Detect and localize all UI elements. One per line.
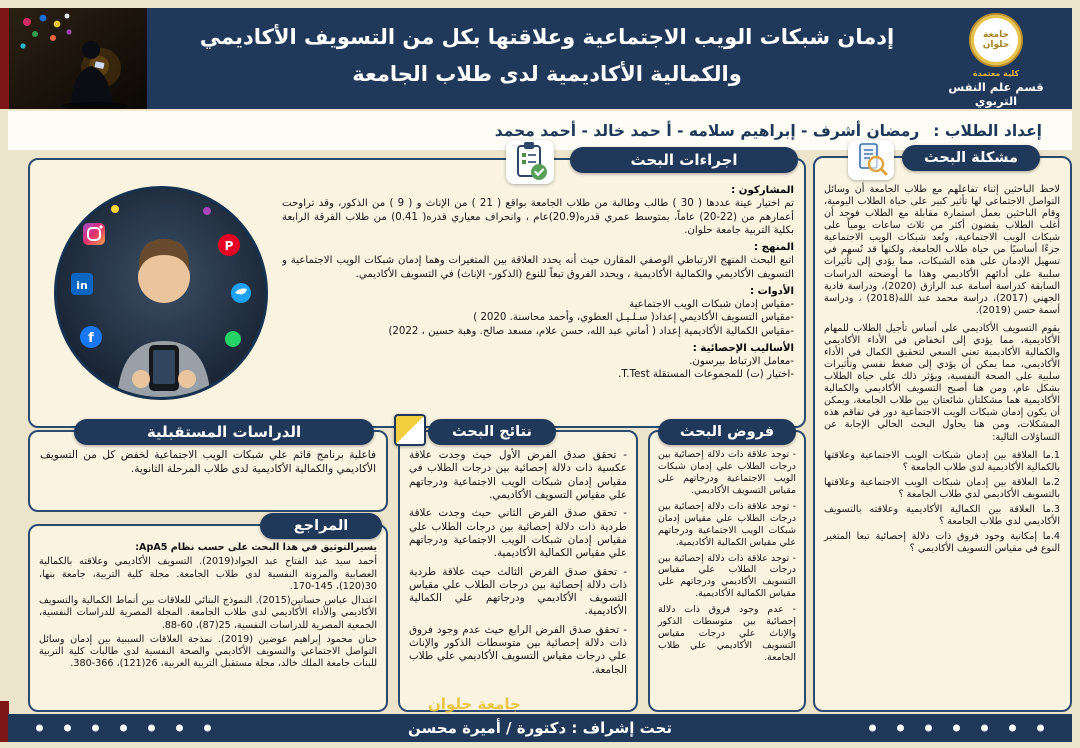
research-question-3: 3.ما العلاقة بين الكمالية الأكاديمية وعلاقته بالتسويف الأكاديمي لدي طلاب الجامعة ؟: [824, 503, 1060, 528]
authors-label: إعداد الطلاب :: [933, 121, 1042, 140]
result-item-2: - تحقق صدق الفرض الثاني حيث وجدت علاقة طردية ذات دلالة إحصائية بين درجات الطلاب علي مقياس إدمان شبكات الويب الاجتماعية ودرجاتهم علي مقياس الكمالية الأكاديمية.: [409, 507, 627, 560]
references-body: [30, 526, 386, 678]
method-section: [282, 241, 794, 281]
reference-item-1: أحمد سيد عبد الفتاح عبد الجواد(2019). التسويف الأكاديمي وعلاقته بالكمالية العصابية والمرونة النفسية لدى طلاب الجامعة. مجلة كلية التربية، جامعة بنها، 30(120)، 145-170.: [39, 556, 377, 592]
statistics-item-1: -معامل الارتباط بيرسون.: [689, 356, 794, 367]
result-item-1: - تحقق صدق الفرض الأول حيث وجدت علاقة عكسية ذات دلالة إحصائية بين درجات الطلاب في مقياس إدمان شبكات الويب الاجتماعية ودرجاتهم علي مقياس التسويف الأكاديمي.: [409, 449, 627, 501]
title-line-2: والكمالية الأكاديمية لدى طلاب الجامعة: [352, 61, 742, 86]
problem-paragraph-2: يقوم التسويف الأكاديمي على أساس تأجيل الطلاب للمهام الأكاديمية، مما يؤدي إلى انخفاض في الأداء الأكاديمي والكمالية الأكاديمية تعني السعي لتحقيق الكمال في الأداء الأكاديمي، مما يمكن أن يؤدي إلى ضغط نفسي وتأثيرات سلبية على الصحة النفسية، ويؤثر ذلك على حياة الطلاب بشكل عام، ومن هنا أصبح التسويف الأكاديمي والكمالية الأكاديمية هما مشكلتان شائعتان بين طلاب الجامعة، ويمكن أن يكون إدمان شبكات الويب الاجتماعية دور في تفاقم هذه المشكلات، ومن هنا يحاول البحث الحالي الإجابة عن التساؤلات التالية:: [824, 322, 1060, 443]
statistics-item-2: -اختيار (ت) للمجموعات المستقلة T.Test.: [618, 369, 794, 381]
participant-photo: [54, 186, 268, 400]
future-studies-panel: [28, 423, 388, 512]
procedures-body: [282, 184, 794, 420]
references-panel: [28, 518, 388, 712]
watermark-text: جامعة حلوان: [428, 695, 521, 713]
accreditation-text: كلية معتمدة: [972, 69, 1020, 78]
hero-photo: [9, 8, 147, 109]
hypothesis-item-4: - عدم وجود فروق ذات دلالة إحصائية بين متوسطات الذكور والإناث علي درجات مقياس التسويف الأكاديمي علي طلاب الجامعة.: [658, 604, 796, 663]
footer-dots-right: [869, 725, 1044, 732]
reference-item-2: اعتدال عباس حسانين(2015). النموذج البنائي للعلاقات بين أنماط الكمالية والتسويف الأكاديمي والأداء الأكاديمي لدى طلاب الجامعة. المجلة المصرية للدراسات النفسية، الجمعية المصرية للدراسات النفسية، 25(87)، 60-88.: [39, 595, 377, 631]
poster-title: [177, 19, 917, 93]
title-line-1: إدمان شبكات الويب الاجتماعية وعلاقتها بكل من التسويف الأكاديمي: [199, 25, 895, 49]
statistics-heading: الأساليب الإحصائية :: [692, 342, 794, 354]
hypotheses-panel: [648, 424, 806, 712]
bookmark-icon: [394, 414, 426, 446]
teen-with-phone-illustration: [57, 189, 268, 400]
research-question-1: 1.ما العلاقة بين إدمان شبكات الويب الاجتماعية وعلاقتها بالكمالية الأكاديمية لدى طلاب الجامعة ؟: [824, 449, 1060, 473]
results-body: [400, 432, 636, 687]
future-studies-title: الدراسات المستقبلية: [74, 419, 374, 445]
method-heading: المنهج :: [754, 242, 794, 253]
reference-item-3: حنان محمود إبراهيم عوضين (2019). نمذجة العلاقات السببية بين إدمان وسائل التواصل الاجتماعي والتسويف الأكاديمي والصحة النفسية لدى طالبات كلية التربية للبنات جامعة الملك خالد، مجلة مستقبل التربية العربية، 26(121)، 366-380.: [39, 633, 377, 670]
hypothesis-item-2: - توجد علاقة ذات دلالة إحصائية بين درجات الطلاب علي مقياس إدمان شبكات الويب الاجتماعية ودرجاتهم علي مقياس الكمالية الأكاديمية.: [658, 500, 796, 548]
tool-item-2: -مقياس التسويف الأكاديمي إعداد( سـلـيـل العطوي، وأحمد محاسنة. 2020 ): [473, 312, 794, 324]
svg-text:in: in: [76, 279, 88, 292]
hypotheses-body: [650, 432, 804, 673]
svg-text:P: P: [224, 239, 234, 253]
research-problem-title: مشكلة البحث: [902, 145, 1040, 171]
result-item-4: - تحقق صدق الفرض الرابع حيث عدم وجود فروق ذات دلالة إحصائية بين متوسطات الذكور والإناث علي درجات مقياس التسويف الأكاديمي علي طلاب الجامعة.: [409, 623, 627, 676]
university-logo: [926, 13, 1066, 108]
participants-section: [282, 184, 794, 237]
participants-text: تم اختيار عينة عددها ( 30 ) طالب وطالبة من طلاب الجامعة بواقع ( 21 ) من الإناث و ( 9 ) من الذكور، وقد تراوحت أعمارهم من (22-20) عاماً، بمتوسط عمري قدره(20.9)عام ، وانحراف معياري قدره( 0.41) من طلاب الفرقة الرابعة بكلية التربية جامعة حلوان.: [282, 198, 794, 236]
research-procedures-panel: [28, 151, 806, 428]
svg-text:f: f: [88, 331, 94, 346]
tools-section: [282, 285, 794, 338]
hypothesis-item-3: - توجد علاقة ذات دلالة إحصائية بين درجات الطلاب علي مقياس التسويف الأكاديمي ودرجاتهم علي مقياس الكمالية الأكاديمية.: [658, 552, 796, 600]
references-title: المراجع: [260, 513, 382, 539]
phone-addiction-illustration: [9, 8, 147, 109]
supervisor-text: تحت إشراف : دكتورة / أميرة محسن: [408, 719, 672, 737]
research-question-2: 2.ما العلاقة بين إدمان شبكات الويب الاجتماعية وعلاقتها بالتسويف الأكاديمي لدي طلاب الجامعة ؟: [824, 476, 1060, 500]
hypotheses-title: فروض البحث: [658, 419, 796, 445]
header-band: [147, 8, 1072, 109]
red-accent-top: [0, 8, 9, 109]
research-procedures-title: اجراءات البحث: [570, 147, 798, 173]
hypothesis-item-1: - توجد علاقة ذات دلالة إحصائية بين درجات الطلاب علي إدمان شبكات الويب الاجتماعية ودرجاتهم علي مقياس التسويف الأكاديمي.: [658, 449, 796, 496]
results-panel: [398, 424, 638, 712]
tool-item-1: -مقياس إدمان شبكات الويب الاجتماعية: [629, 299, 794, 310]
research-problem-panel: [813, 150, 1072, 712]
authors-names: رمضان أشرف - إبراهيم سلامه - أ حمد خالد - أحمد محمد: [494, 121, 920, 140]
references-note: يسيرالتوثيق في هذا البحث على حسب نظام ApA5:: [135, 542, 377, 553]
university-emblem-icon: [969, 13, 1023, 67]
tool-item-3: -مقياس الكمالية الأكاديمية إعداد ( أماني عبد الله، حسن علام، مسعد صالح. وهبة حسين ، 2022): [388, 325, 794, 337]
statistics-section: [282, 342, 794, 382]
research-question-4: 4.ما إمكانية وجود فروق ذات دلالة إحصائية تبعا المتغير النوع في مقياس التسويف الأكاديمي ؟: [824, 531, 1060, 555]
participants-heading: المشاركون :: [731, 185, 794, 196]
future-studies-text: فاعلية برنامج قائم علي شبكات الويب الاجتماعية لخفض كل من التسويف الأكاديمي والكمالية الأكاديمية لدى طلاب المرحلة الثانوية.: [40, 449, 376, 475]
checklist-clipboard-icon: [506, 140, 554, 184]
footer-dots-left: [36, 725, 211, 732]
method-text: اتبع البحث المنهج الارتباطي الوصفي المقارن حيث أنه يحدد العلاقة بين المتغيرات وهما إدمان شبكات الويب الاجتماعية و التسويف الأكاديمي والكمالية الأكاديمية ، ويحدد الفروق تبعاً للنوع (الذكور- الإناث) في التسويف الأكاديمي.: [282, 255, 794, 280]
department-name: قسم علم النفس التربوي: [948, 80, 1044, 108]
document-search-icon: [848, 140, 894, 180]
tools-heading: الأدوات :: [750, 285, 794, 297]
problem-paragraph-1: لاحظ الباحثين إثناء تفاعلهم مع طلاب الجامعة أن وسائل التواصل الاجتماعي لها تأثير كبير على حياة الطلاب اليومية، وقام الباحثين بعمل استمارة مقابلة مع الطلاب فوجد أن أغلب الطلاب يقضون أكثر من ثلاث ساعات يومياً على شبكات الويب الاجتماعية، وتُعد شبكات الويب الاجتماعية جزءًا أساسيًا من حياة طلاب الجامعة، ولكنها قد تُسهم في تسهيل الإدمان على هذه الشبكات، مما يؤدي إلى تأثيرات سلبية على أدائهم الأكاديمي وهذا ما أوضحته الدراسات السابقة كدراسة أسامة عبد الرازق (2020)، ودراسة فادية الجهني (2017)، دراسة محمد عبد الله(2018) ، ودراسة أسمة حسن (2019).: [824, 184, 1061, 316]
result-item-3: - تحقق صدق الفرض الثالث حيث علاقة طردية ذات دلالة إحصائية بين درجات الطلاب علي مقياس التسويف الأكاديمي ودرجاتهم علي الكمالية الأكاديمية.: [409, 565, 627, 618]
research-problem-body: [815, 158, 1070, 710]
results-title: نتائج البحث: [428, 419, 556, 445]
university-name: جامعة حلوان: [982, 30, 1010, 50]
footer-band: [8, 714, 1072, 742]
